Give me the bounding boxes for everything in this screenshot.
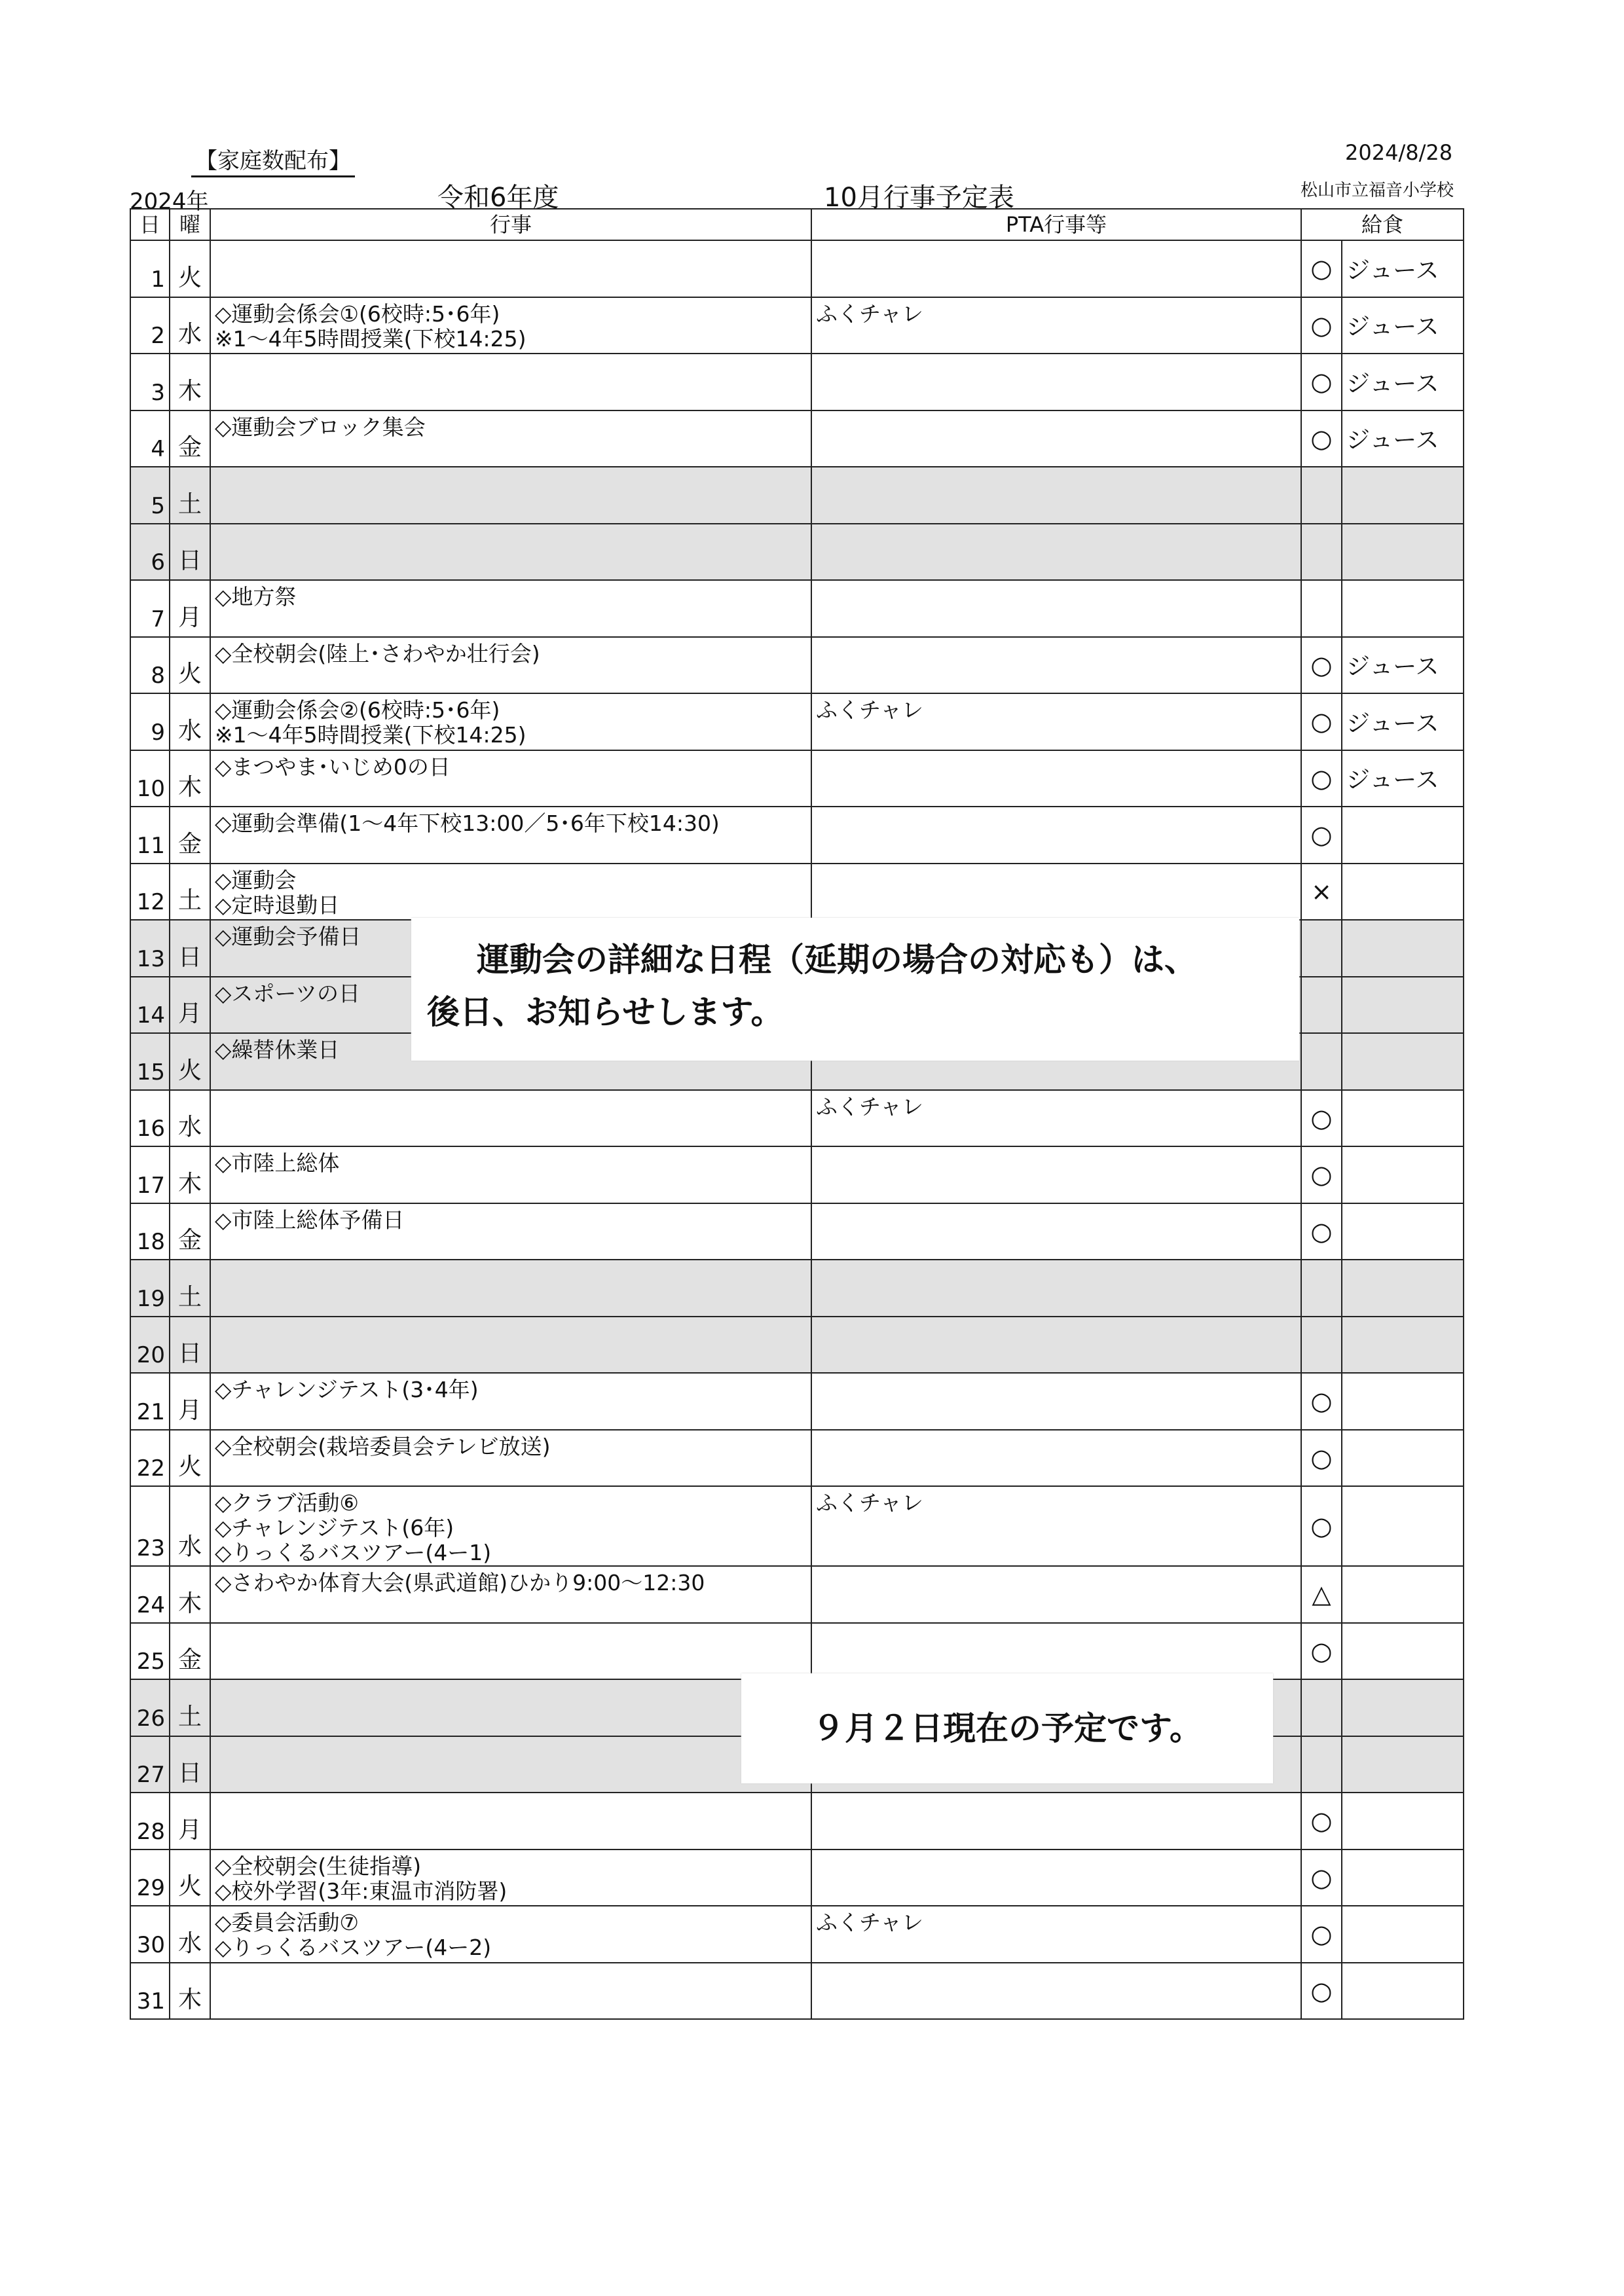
event-line: ◇りっくるバスツアー(4ー2) xyxy=(215,1935,492,1960)
events-cell xyxy=(210,1486,811,1566)
school-name: 松山市立福音小学校 xyxy=(1301,181,1454,200)
event-line: ◇運動会係会②(6校時:5･6年) xyxy=(215,697,500,723)
event-line: ※1～4年5時間授業(下校14:25) xyxy=(215,722,526,748)
drink-cell xyxy=(1342,524,1464,581)
weekday-cell: 水 xyxy=(170,1486,210,1566)
lunch-mark-cell: ○ xyxy=(1301,1486,1342,1566)
drink-cell xyxy=(1342,1850,1464,1906)
events-cell xyxy=(210,1963,811,2020)
event-line: ◇運動会予備日 xyxy=(215,924,361,949)
event-line: ◇まつやま･いじめ0の日 xyxy=(215,754,451,780)
weekday-cell: 月 xyxy=(170,977,210,1034)
pta-cell xyxy=(811,240,1301,297)
drink-cell xyxy=(1342,1033,1464,1090)
pta-cell xyxy=(811,1623,1301,1680)
table-row xyxy=(130,1373,1464,1430)
day-cell: 31 xyxy=(130,1963,170,2020)
table-row xyxy=(130,1850,1464,1906)
day-cell: 27 xyxy=(130,1736,170,1793)
pta-cell xyxy=(811,580,1301,637)
event-line: ◇チャレンジテスト(3･4年) xyxy=(215,1377,479,1402)
table-row xyxy=(130,240,1464,297)
lunch-mark-cell: ○ xyxy=(1301,807,1342,864)
events-cell xyxy=(210,1090,811,1147)
events-cell xyxy=(210,1906,811,1963)
drink-cell: ジュース xyxy=(1342,410,1464,467)
event-line: ◇校外学習(3年:東温市消防署) xyxy=(215,1878,507,1904)
day-cell: 2 xyxy=(130,297,170,354)
table-row xyxy=(130,1090,1464,1147)
weekday-cell: 木 xyxy=(170,1963,210,2020)
day-cell: 21 xyxy=(130,1373,170,1430)
day-cell: 30 xyxy=(130,1906,170,1963)
day-cell: 22 xyxy=(130,1430,170,1487)
weekday-cell: 木 xyxy=(170,354,210,410)
day-cell: 1 xyxy=(130,240,170,297)
pta-cell xyxy=(811,1566,1301,1623)
drink-cell: ジュース xyxy=(1342,240,1464,297)
weekday-cell: 木 xyxy=(170,750,210,807)
event-line: ◇市陸上総体予備日 xyxy=(215,1207,405,1233)
lunch-mark-cell: ○ xyxy=(1301,1623,1342,1680)
col-header-pta: PTA行事等 xyxy=(811,209,1301,240)
pta-cell xyxy=(811,354,1301,410)
day-cell: 4 xyxy=(130,410,170,467)
table-row xyxy=(130,750,1464,807)
events-cell xyxy=(210,240,811,297)
lunch-mark-cell xyxy=(1301,524,1342,581)
day-cell: 18 xyxy=(130,1203,170,1260)
weekday-cell: 月 xyxy=(170,580,210,637)
weekday-cell: 水 xyxy=(170,693,210,750)
day-cell: 28 xyxy=(130,1793,170,1850)
weekday-cell: 火 xyxy=(170,240,210,297)
day-cell: 6 xyxy=(130,524,170,581)
lunch-mark-cell: ○ xyxy=(1301,354,1342,410)
day-cell: 17 xyxy=(130,1146,170,1203)
events-cell xyxy=(210,1317,811,1374)
drink-cell xyxy=(1342,1736,1464,1793)
day-cell: 14 xyxy=(130,977,170,1034)
lunch-mark-cell: ○ xyxy=(1301,1793,1342,1850)
table-row xyxy=(130,297,1464,354)
weekday-cell: 日 xyxy=(170,1736,210,1793)
drink-cell xyxy=(1342,1623,1464,1680)
lunch-mark-cell xyxy=(1301,1317,1342,1374)
drink-cell xyxy=(1342,977,1464,1034)
pta-cell xyxy=(811,467,1301,524)
day-cell: 25 xyxy=(130,1623,170,1680)
weekday-cell: 金 xyxy=(170,1623,210,1680)
table-row xyxy=(130,637,1464,694)
day-cell: 12 xyxy=(130,864,170,920)
day-cell: 15 xyxy=(130,1033,170,1090)
weekday-cell: 日 xyxy=(170,524,210,581)
pta-cell xyxy=(811,1317,1301,1374)
table-row xyxy=(130,807,1464,864)
table-row xyxy=(130,1486,1464,1566)
drink-cell xyxy=(1342,1963,1464,2020)
weekday-cell: 木 xyxy=(170,1146,210,1203)
lunch-mark-cell: ○ xyxy=(1301,1373,1342,1430)
weekday-cell: 月 xyxy=(170,1373,210,1430)
pta-cell xyxy=(811,1373,1301,1430)
table-row xyxy=(130,693,1464,750)
lunch-mark-cell: ○ xyxy=(1301,410,1342,467)
table-row xyxy=(130,1906,1464,1963)
day-cell: 29 xyxy=(130,1850,170,1906)
drink-cell xyxy=(1342,807,1464,864)
pta-cell xyxy=(811,1963,1301,2020)
table-row xyxy=(130,524,1464,581)
event-line: ◇運動会準備(1～4年下校13:00／5･6年下校14:30) xyxy=(215,811,720,836)
drink-cell xyxy=(1342,1203,1464,1260)
lunch-mark-cell xyxy=(1301,580,1342,637)
sports-day-notice-line2: 後日、お知らせします。 xyxy=(427,993,784,1031)
lunch-mark-cell: ○ xyxy=(1301,1203,1342,1260)
pta-cell xyxy=(811,1203,1301,1260)
weekday-cell: 金 xyxy=(170,410,210,467)
events-cell xyxy=(210,1203,811,1260)
drink-cell xyxy=(1342,1793,1464,1850)
drink-cell xyxy=(1342,1566,1464,1623)
events-cell xyxy=(210,1850,811,1906)
lunch-mark-cell: × xyxy=(1301,864,1342,920)
lunch-mark-cell: ○ xyxy=(1301,750,1342,807)
events-cell xyxy=(210,1736,811,1793)
lunch-mark-cell: △ xyxy=(1301,1566,1342,1623)
weekday-cell: 月 xyxy=(170,1793,210,1850)
pta-cell xyxy=(811,1850,1301,1906)
pta-cell xyxy=(811,1260,1301,1317)
event-line: ◇委員会活動⑦ xyxy=(215,1910,359,1935)
pta-cell xyxy=(811,1430,1301,1487)
events-cell xyxy=(210,354,811,410)
lunch-mark-cell xyxy=(1301,977,1342,1034)
drink-cell xyxy=(1342,467,1464,524)
weekday-cell: 土 xyxy=(170,864,210,920)
weekday-cell: 火 xyxy=(170,1850,210,1906)
lunch-mark-cell: ○ xyxy=(1301,693,1342,750)
day-cell: 7 xyxy=(130,580,170,637)
drink-cell xyxy=(1342,1486,1464,1566)
weekday-cell: 土 xyxy=(170,1260,210,1317)
table-row xyxy=(130,864,1464,920)
lunch-mark-cell: ○ xyxy=(1301,1090,1342,1147)
weekday-cell: 木 xyxy=(170,1566,210,1623)
events-cell xyxy=(210,1260,811,1317)
lunch-mark-cell: ○ xyxy=(1301,637,1342,694)
events-cell xyxy=(210,1373,811,1430)
events-cell xyxy=(210,467,811,524)
drink-cell: ジュース xyxy=(1342,297,1464,354)
lunch-mark-cell xyxy=(1301,467,1342,524)
weekday-cell: 火 xyxy=(170,637,210,694)
lunch-mark-cell xyxy=(1301,1033,1342,1090)
events-cell xyxy=(210,1679,811,1736)
event-line: ◇運動会ブロック集会 xyxy=(215,414,426,440)
weekday-cell: 火 xyxy=(170,1430,210,1487)
lunch-mark-cell: ○ xyxy=(1301,240,1342,297)
events-cell xyxy=(210,1566,811,1623)
event-line: ◇全校朝会(陸上･さわやか壮行会) xyxy=(215,640,540,666)
lunch-mark-cell: ○ xyxy=(1301,1430,1342,1487)
lunch-mark-cell: ○ xyxy=(1301,1963,1342,2020)
events-cell xyxy=(210,524,811,581)
weekday-cell: 水 xyxy=(170,1090,210,1147)
table-row xyxy=(130,1146,1464,1203)
drink-cell xyxy=(1342,1317,1464,1374)
table-row xyxy=(130,1317,1464,1374)
drink-cell xyxy=(1342,1373,1464,1430)
events-cell xyxy=(210,1146,811,1203)
event-line: ◇スポーツの日 xyxy=(215,980,361,1006)
drink-cell: ジュース xyxy=(1342,750,1464,807)
events-cell xyxy=(210,410,811,467)
drink-cell xyxy=(1342,1679,1464,1736)
drink-cell xyxy=(1342,580,1464,637)
drink-cell: ジュース xyxy=(1342,637,1464,694)
col-header-events: 行事 xyxy=(210,209,811,240)
drink-cell xyxy=(1342,920,1464,977)
day-cell: 23 xyxy=(130,1486,170,1566)
pta-cell xyxy=(811,807,1301,864)
day-cell: 8 xyxy=(130,637,170,694)
pta-cell xyxy=(811,750,1301,807)
table-row xyxy=(130,580,1464,637)
day-cell: 26 xyxy=(130,1679,170,1736)
pta-cell xyxy=(811,864,1301,920)
weekday-cell: 水 xyxy=(170,297,210,354)
event-line: ◇運動会係会①(6校時:5･6年) xyxy=(215,301,500,327)
table-row xyxy=(130,1203,1464,1260)
pta-cell xyxy=(811,1146,1301,1203)
day-cell: 24 xyxy=(130,1566,170,1623)
drink-cell: ジュース xyxy=(1342,354,1464,410)
pta-cell: ふくチャレ xyxy=(811,297,1301,354)
weekday-cell: 金 xyxy=(170,807,210,864)
sports-day-notice-line1: 運動会の詳細な日程（延期の場合の対応も）は、 xyxy=(477,940,1197,979)
events-cell xyxy=(210,750,811,807)
era-label: 令和6年度 xyxy=(437,183,559,213)
day-cell: 19 xyxy=(130,1260,170,1317)
drink-cell xyxy=(1342,864,1464,920)
lunch-mark-cell: ○ xyxy=(1301,1850,1342,1906)
day-cell: 20 xyxy=(130,1317,170,1374)
weekday-cell: 金 xyxy=(170,1203,210,1260)
event-line: ◇さわやか体育大会(県武道館)ひかり9:00～12:30 xyxy=(215,1570,705,1595)
event-line: ◇定時退勤日 xyxy=(215,892,340,918)
drink-cell xyxy=(1342,1090,1464,1147)
pta-cell xyxy=(811,637,1301,694)
events-cell xyxy=(210,1430,811,1487)
events-cell xyxy=(210,297,811,354)
events-cell xyxy=(210,807,811,864)
event-line: ◇全校朝会(生徒指導) xyxy=(215,1853,422,1879)
lunch-mark-cell: ○ xyxy=(1301,297,1342,354)
drink-cell xyxy=(1342,1260,1464,1317)
lunch-mark-cell xyxy=(1301,1260,1342,1317)
pta-cell: ふくチャレ xyxy=(811,1090,1301,1147)
lunch-mark-cell xyxy=(1301,1736,1342,1793)
day-cell: 5 xyxy=(130,467,170,524)
table-row xyxy=(130,467,1464,524)
pta-cell xyxy=(811,524,1301,581)
weekday-cell: 火 xyxy=(170,1033,210,1090)
weekday-cell: 土 xyxy=(170,1679,210,1736)
table-row xyxy=(130,1623,1464,1680)
day-cell: 9 xyxy=(130,693,170,750)
day-cell: 16 xyxy=(130,1090,170,1147)
table-row xyxy=(130,1566,1464,1623)
day-cell: 13 xyxy=(130,920,170,977)
events-cell xyxy=(210,580,811,637)
pta-cell: ふくチャレ xyxy=(811,1906,1301,1963)
table-row xyxy=(130,354,1464,410)
table-row xyxy=(130,410,1464,467)
events-cell xyxy=(210,693,811,750)
table-row xyxy=(130,1260,1464,1317)
col-header-weekday: 曜 xyxy=(170,209,210,240)
pta-cell: ふくチャレ xyxy=(811,1486,1301,1566)
pta-cell: ふくチャレ xyxy=(811,693,1301,750)
events-cell xyxy=(210,1623,811,1680)
event-line: ◇全校朝会(栽培委員会テレビ放送) xyxy=(215,1433,551,1459)
distribution-badge: 【家庭数配布】 xyxy=(191,148,355,177)
event-line: ◇地方祭 xyxy=(215,584,297,610)
weekday-cell: 日 xyxy=(170,1317,210,1374)
lunch-mark-cell xyxy=(1301,920,1342,977)
event-line: ◇りっくるバスツアー(4ー1) xyxy=(215,1540,492,1565)
drink-cell: ジュース xyxy=(1342,693,1464,750)
day-cell: 11 xyxy=(130,807,170,864)
issue-date: 2024/8/28 xyxy=(1345,140,1453,165)
day-cell: 10 xyxy=(130,750,170,807)
as-of-notice: ９月２日現在の予定です。 xyxy=(741,1673,1273,1783)
event-line: ※1～4年5時間授業(下校14:25) xyxy=(215,325,526,352)
drink-cell xyxy=(1342,1430,1464,1487)
year-label: 2024年 xyxy=(130,189,209,215)
event-line: ◇市陸上総体 xyxy=(215,1150,340,1176)
drink-cell xyxy=(1342,1906,1464,1963)
events-cell xyxy=(210,637,811,694)
events-cell xyxy=(210,1793,811,1850)
weekday-cell: 土 xyxy=(170,467,210,524)
page-title: 10月行事予定表 xyxy=(824,183,1014,213)
table-row xyxy=(130,1793,1464,1850)
table-header-row xyxy=(130,209,1464,240)
pta-cell xyxy=(811,410,1301,467)
weekday-cell: 日 xyxy=(170,920,210,977)
col-header-day: 日 xyxy=(130,209,170,240)
event-line: ◇クラブ活動⑥ xyxy=(215,1490,359,1516)
table-row xyxy=(130,1963,1464,2020)
events-cell xyxy=(210,864,811,920)
drink-cell xyxy=(1342,1146,1464,1203)
day-cell: 3 xyxy=(130,354,170,410)
event-line: ◇繰替休業日 xyxy=(215,1037,340,1063)
lunch-mark-cell: ○ xyxy=(1301,1146,1342,1203)
pta-cell xyxy=(811,1793,1301,1850)
weekday-cell: 水 xyxy=(170,1906,210,1963)
event-line: ◇運動会 xyxy=(215,867,297,893)
event-line: ◇チャレンジテスト(6年) xyxy=(215,1515,454,1540)
lunch-mark-cell xyxy=(1301,1679,1342,1736)
table-row xyxy=(130,1430,1464,1487)
col-header-lunch: 給食 xyxy=(1301,209,1464,240)
lunch-mark-cell: ○ xyxy=(1301,1906,1342,1963)
sports-day-notice xyxy=(411,918,1299,1061)
